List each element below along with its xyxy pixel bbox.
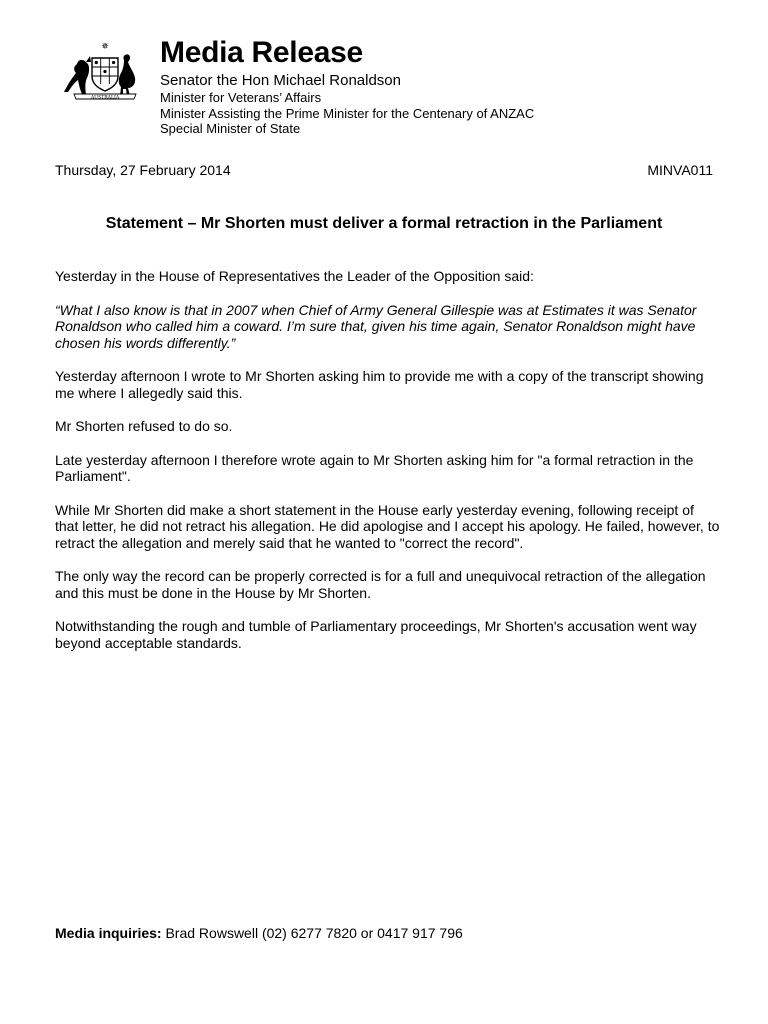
paragraph: Mr Shorten refused to do so. <box>55 418 233 434</box>
role-veterans-affairs: Minister for Veterans’ Affairs <box>160 90 322 105</box>
quote-paragraph: “What I also know is that in 2007 when Chief of Army General Gillespie was at Estimates it was Senator Ronaldson who called him a coward. I’m sure that, given his time again, Senator Ronaldson might have chosen his words differently.” <box>55 301 697 351</box>
paragraph: While Mr Shorten did make a short statement in the House early yesterday evening, following receipt of that letter, he did not retract his allegation. He did apologise and I accept his apology. He failed, however, to retract the allegation and merely said that he wanted to "correct the record". <box>55 501 720 551</box>
media-inquiries <box>55 925 463 941</box>
crest-label: AUSTRALIA <box>90 95 120 101</box>
coat-of-arms-logo <box>60 40 150 102</box>
paragraph: Notwithstanding the rough and tumble of Parliamentary proceedings, Mr Shorten's accusation went way beyond acceptable standards. <box>55 618 697 651</box>
paragraph: Yesterday in the House of Representatives the Leader of the Opposition said: <box>55 268 534 284</box>
media-inquiries-contact: Brad Rowswell (02) 6277 7820 or 0417 917 796 <box>165 925 463 941</box>
svg-text:✵: ✵ <box>101 42 109 52</box>
role-anzac: Minister Assisting the Prime Minister for the Centenary of ANZAC <box>160 105 535 121</box>
paragraph: Yesterday afternoon I wrote to Mr Shorten asking him to provide me with a copy of the transcript showing me where I allegedly said this. <box>55 368 704 401</box>
release-date: Thursday, 27 February 2014 <box>55 162 231 178</box>
page-title: Media Release <box>160 36 363 69</box>
paragraph: Late yesterday afternoon I therefore wrote again to Mr Shorten asking him for "a formal retraction in the Parliament". <box>55 451 694 484</box>
media-inquiries-label: Media inquiries: <box>55 925 162 941</box>
senator-name: Senator the Hon Michael Ronaldson <box>160 72 401 89</box>
statement-body <box>55 268 721 668</box>
role-special-minister: Special Minister of State <box>160 121 301 136</box>
statement-heading: Statement – Mr Shorten must deliver a formal retraction in the Parliament <box>105 215 663 232</box>
paragraph: The only way the record can be properly corrected is for a full and unequivocal retraction of the allegation and this must be done in the House by Mr Shorten. <box>55 568 706 601</box>
header <box>160 36 534 137</box>
release-reference: MINVA011 <box>647 162 713 178</box>
